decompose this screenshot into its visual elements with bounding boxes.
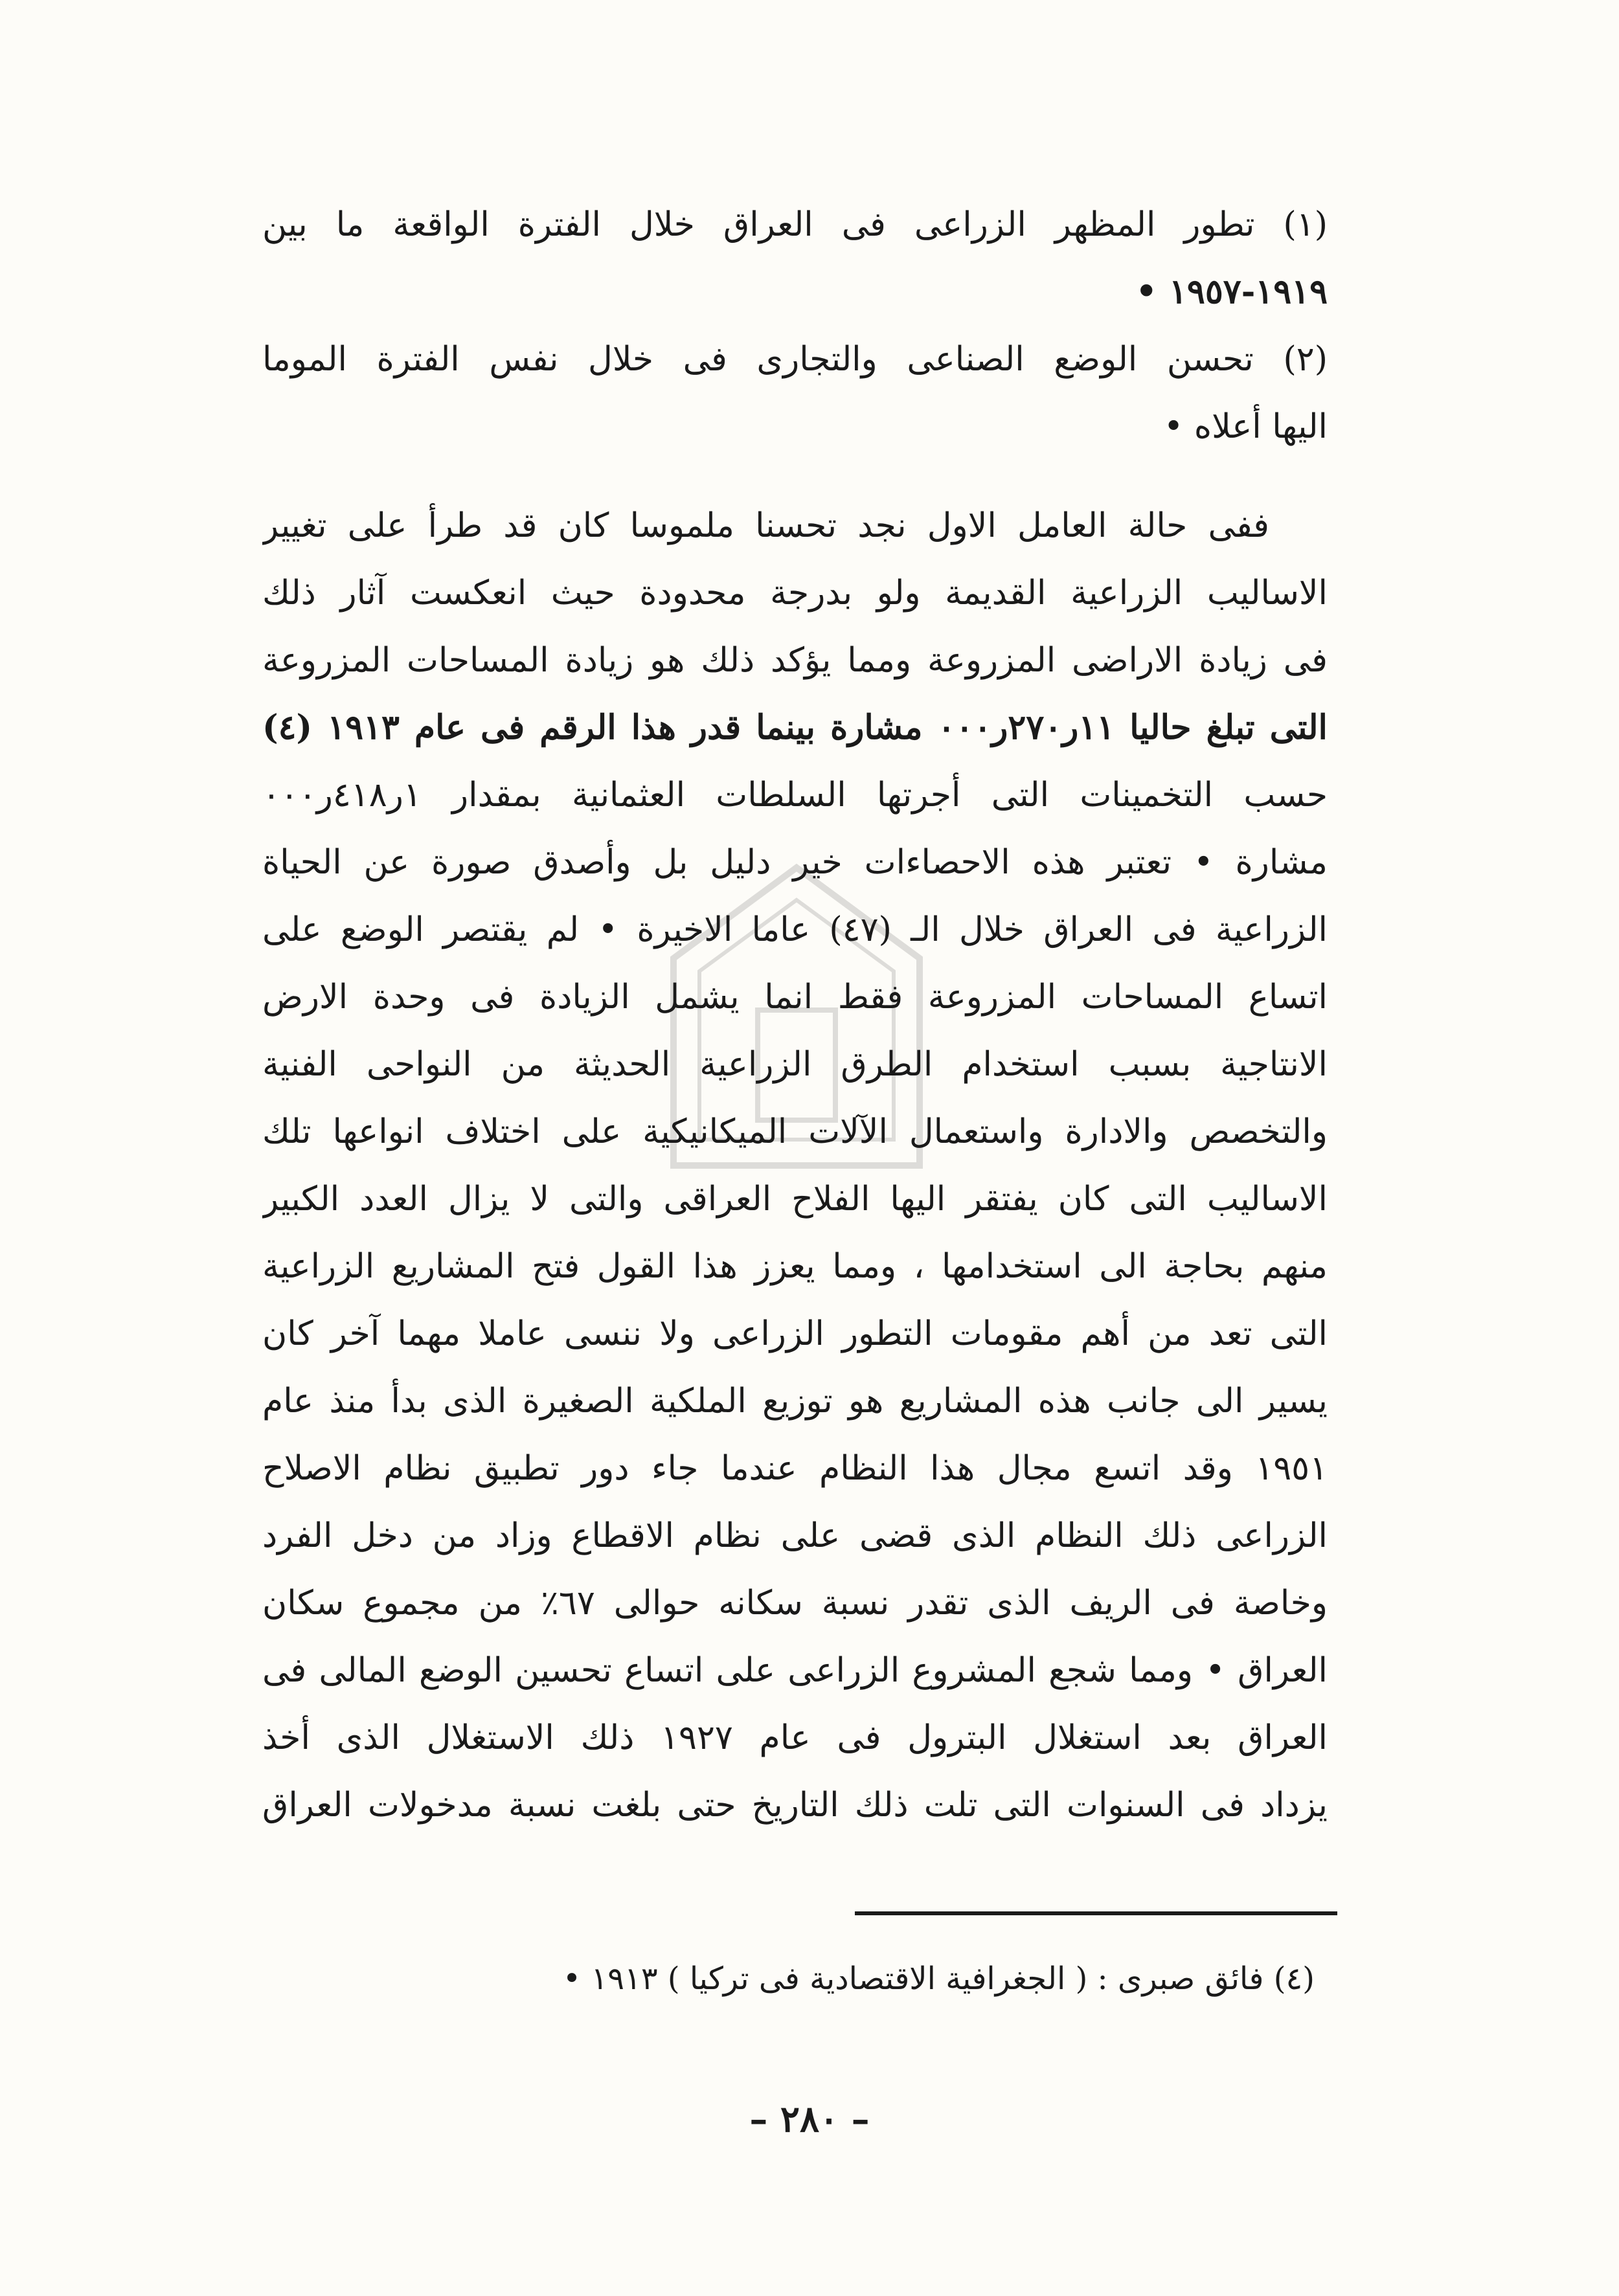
footnote: (٤) فائق صبرى : ( الجغرافية الاقتصادية فى تركيا ) ١٩١٣ • [562, 1961, 1315, 1997]
paragraph-line: الزراعى ذلك النظام الذى قضى على نظام الاقطاع وزاد من دخل الفرد [262, 1516, 1328, 1555]
paragraph-line: يزداد فى السنوات التى تلت ذلك التاريخ حتى بلغت نسبة مدخولات العراق [262, 1786, 1328, 1825]
numbered-list [262, 191, 1328, 460]
body-paragraph [262, 492, 1328, 1839]
footnote-divider [855, 1911, 1337, 1915]
paragraph-line: التى تعد من أهم مقومات التطور الزراعى ولا ننسى عاملا مهما آخر كان [262, 1314, 1328, 1353]
paragraph-line: الانتاجية بسبب استخدام الطرق الزراعية الحديثة من النواحى الفنية [262, 1045, 1328, 1084]
paragraph-line: العراق • ومما شجع المشروع الزراعى على اتساع تحسين الوضع المالى فى [262, 1651, 1328, 1690]
paragraph-line: الاساليب التى كان يفتقر اليها الفلاح العراقى والتى لا يزال العدد الكبير [262, 1180, 1328, 1219]
list-line: (١) تطور المظهر الزراعى فى العراق خلال الفترة الواقعة ما بين [262, 205, 1328, 244]
paragraph-line: التى تبلغ حاليا ١١ر٢٧٠ر٠٠٠ مشارة بينما قدر هذا الرقم فى عام ١٩١٣ (٤) [262, 708, 1328, 747]
paragraph-line: ١٩٥١ وقد اتسع مجال هذا النظام عندما جاء دور تطبيق نظام الاصلاح [262, 1449, 1328, 1488]
paragraph-line: الزراعية فى العراق خلال الـ (٤٧) عاما الاخيرة • لم يقتصر الوضع على [262, 910, 1328, 949]
paragraph-line: يسير الى جانب هذه المشاريع هو توزيع الملكية الصغيرة الذى بدأ منذ عام [262, 1382, 1328, 1421]
list-line: (٢) تحسن الوضع الصناعى والتجارى فى خلال نفس الفترة الموما [262, 340, 1328, 379]
paragraph-line: اتساع المساحات المزروعة فقط انما يشمل الزيادة فى وحدة الارض [262, 978, 1328, 1017]
paragraph-line: العراق بعد استغلال البترول فى عام ١٩٢٧ ذلك الاستغلال الذى أخذ [262, 1718, 1328, 1757]
paragraph-line: حسب التخمينات التى أجرتها السلطات العثمانية بمقدار ١ر٤١٨ر٠٠٠ [262, 776, 1328, 815]
paragraph-line: فى زيادة الاراضى المزروعة ومما يؤكد ذلك هو زيادة المساحات المزروعة [262, 641, 1328, 680]
paragraph-line: والتخصص والادارة واستعمال الآلات الميكانيكية على اختلاف انواعها تلك [262, 1112, 1328, 1151]
list-line: ١٩١٩-١٩٥٧ • [1135, 272, 1328, 311]
paragraph-line: وخاصة فى الريف الذى تقدر نسبة سكانه حوالى ٦٧٪ من مجموع سكان [262, 1584, 1328, 1623]
list-line: اليها أعلاه • [1163, 407, 1328, 446]
page-number: – ٢٨٠ – [749, 2098, 870, 2141]
paragraph-line: مشارة • تعتبر هذه الاحصاءات خير دليل بل وأصدق صورة عن الحياة [262, 843, 1328, 882]
paragraph-line: ففى حالة العامل الاول نجد تحسنا ملموسا كان قد طرأ على تغيير [262, 506, 1269, 545]
paragraph-line: منهم بحاجة الى استخدامها ، ومما يعزز هذا القول فتح المشاريع الزراعية [262, 1247, 1328, 1286]
paragraph-line: الاساليب الزراعية القديمة ولو بدرجة محدودة حيث انعكست آثار ذلك [262, 574, 1328, 613]
